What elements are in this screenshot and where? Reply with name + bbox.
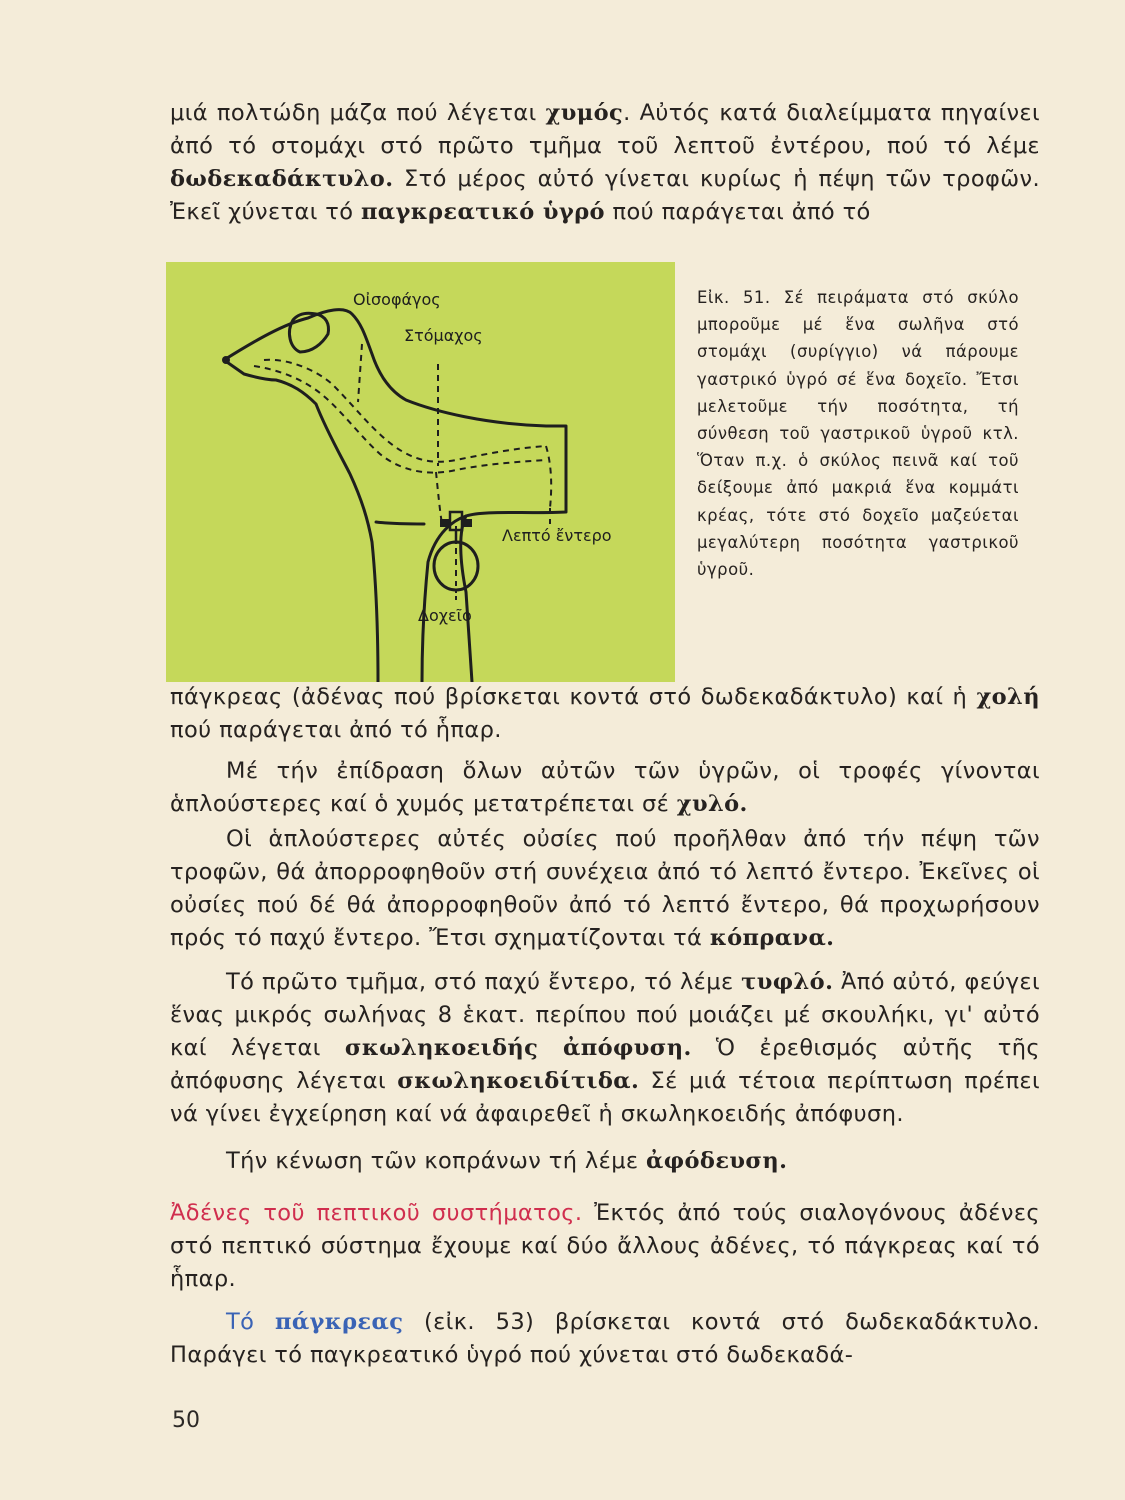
text-run: Οἱ ἁπλούστερες αὐτές οὐσίες πού προῆλθαν ἀπό τήν πέψη τῶν τροφῶν, θά ἀπορροφηθοῦν στή συνέχεια ἀπό τό λεπτό ἔντερο. Ἐκεῖνες οἱ οὐσίες πού δέ θά ἀπορροφηθοῦν ἀπό τό λεπτό ἔντερο, θά προχωρήσουν πρός τό παχύ ἔντερο. Ἔτσι σχηματίζονται τά [170,826,1040,951]
term-feces: κόπρανα. [709,925,835,951]
term-duodenum: δωδεκαδάκτυλο. [170,166,394,192]
label-container: Δοχεῖο [418,606,472,625]
term-chymus: χυμός [545,100,624,126]
text-run: Μέ τήν ἐπίδραση ὅλων αὐτῶν τῶν ὑγρῶν, οἱ τροφές γίνονται ἁπλούστερες καί ὁ χυμός μετατρέπεται σέ [170,758,1040,817]
section-heading: Ἀδένες τοῦ πεπτικοῦ συστήματος. [170,1200,583,1226]
paragraph-absorption [170,823,1040,955]
text-run: πού παράγεται ἀπό τό ἧπαρ. [170,717,502,743]
label-stomach: Στόμαχος [404,326,483,345]
page-number: 50 [172,1408,200,1433]
text-run: Ἀπό αὐτό, φεύγει ἕνας μικρός σωλήνας 8 ἑκατ. περίπου πού μοιάζει μέ σκουλήκι, γι' αὐτό καί λέγεται [170,969,1040,1061]
paragraph-defecation [170,1145,1040,1178]
term-pancreatic-juice: παγκρεατικό ὑγρό [360,199,605,225]
text-run: πού παράγεται ἀπό τό [604,199,871,225]
term-appendix: σκωληκοειδής ἀπόφυση. [344,1035,692,1061]
paragraph-pancreas-bile [170,681,1040,747]
paragraph-chyle [170,755,1040,821]
text-run: πάγκρεας (ἀδένας πού βρίσκεται κοντά στό δωδεκαδάκτυλο) καί ἡ [170,684,977,710]
text-run: Σέ μιά τέτοια περίπτωση πρέπει νά γίνει ἐγχείρηση καί νά ἀφαιρεθεῖ ἡ σκωληκοειδής ἀπόφυση. [170,1068,1040,1127]
paragraph-pancreas [170,1306,1040,1372]
text-run: (εἰκ. 53) βρίσκεται κοντά στό δωδεκαδάκτυλο. Παράγει τό παγκρεατικό ὑγρό πού χύνεται στό δωδεκαδά- [170,1309,1040,1368]
dog-nose [222,356,230,364]
figure-dog-experiment [166,262,675,682]
section-digestive-glands [170,1197,1040,1296]
digestive-tract-dashed [254,344,551,582]
top-paragraph [170,97,1040,229]
term-defecation: ἀφόδευση. [646,1148,788,1174]
term-appendicitis: σκωληκοειδίτιδα. [397,1068,640,1094]
term-chyle: χυλό. [676,791,748,817]
text-run: Ἐκτός ἀπό τούς σιαλογόνους ἀδένες στό πεπτικό σύστημα ἔχουμε καί δύο ἄλλους ἀδένες, τό πάγκρεας καί τό ἧπαρ. [170,1200,1040,1292]
dog-outline [224,310,566,682]
label-small-intestine: Λεπτό ἔντερο [502,526,612,545]
term-pancreas: πάγκρεας [274,1309,404,1335]
paragraph-appendix [170,966,1040,1131]
text-run: . Αὐτός κατά διαλείμματα πηγαίνει ἀπό τό στομάχι στό πρῶτο τμῆμα τοῦ λεπτοῦ ἐντέρου, πού τό λέμε [170,100,1040,159]
text-run: μιά πολτώδη μάζα πού λέγεται [170,100,546,126]
label-oesophagus: Οἰσοφάγος [353,290,441,309]
text-run: Ὁ ἐρεθισμός αὐτῆς τῆς ἀπόφυσης λέγεται [170,1035,1040,1094]
figure-caption: Εἰκ. 51. Σέ πειράματα στό σκύλο μποροῦμε μέ ἕνα σωλῆνα στό στομάχι (συρίγγιο) νά πάρουμε γαστρικό ὑγρό σέ ἕνα δοχεῖο. Ἔτσι μελετοῦμε τήν ποσότητα, τή σύνθεση τοῦ γαστρικοῦ ὑγροῦ κτλ. Ὅταν π.χ. ὁ σκύλος πεινᾶ καί τοῦ δείξουμε ἀπό μακριά ἕνα κομμάτι κρέας, τότε στό δοχεῖο μαζεύεται μεγαλύτερη ποσότητα γαστρικοῦ ὑγροῦ. [697,288,1019,580]
term-bile: χολή [976,684,1040,710]
text-run: Τό [226,1309,275,1335]
text-run: Τό πρῶτο τμῆμα, στό παχύ ἔντερο, τό λέμε [226,969,742,995]
text-run: Στό μέρος αὐτό γίνεται κυρίως ἡ πέψη τῶν τροφῶν. Ἐκεῖ χύνεται τό [170,166,1040,225]
term-caecum: τυφλό. [741,969,834,995]
text-run: Τήν κένωση τῶν κοπράνων τή λέμε [226,1148,647,1174]
